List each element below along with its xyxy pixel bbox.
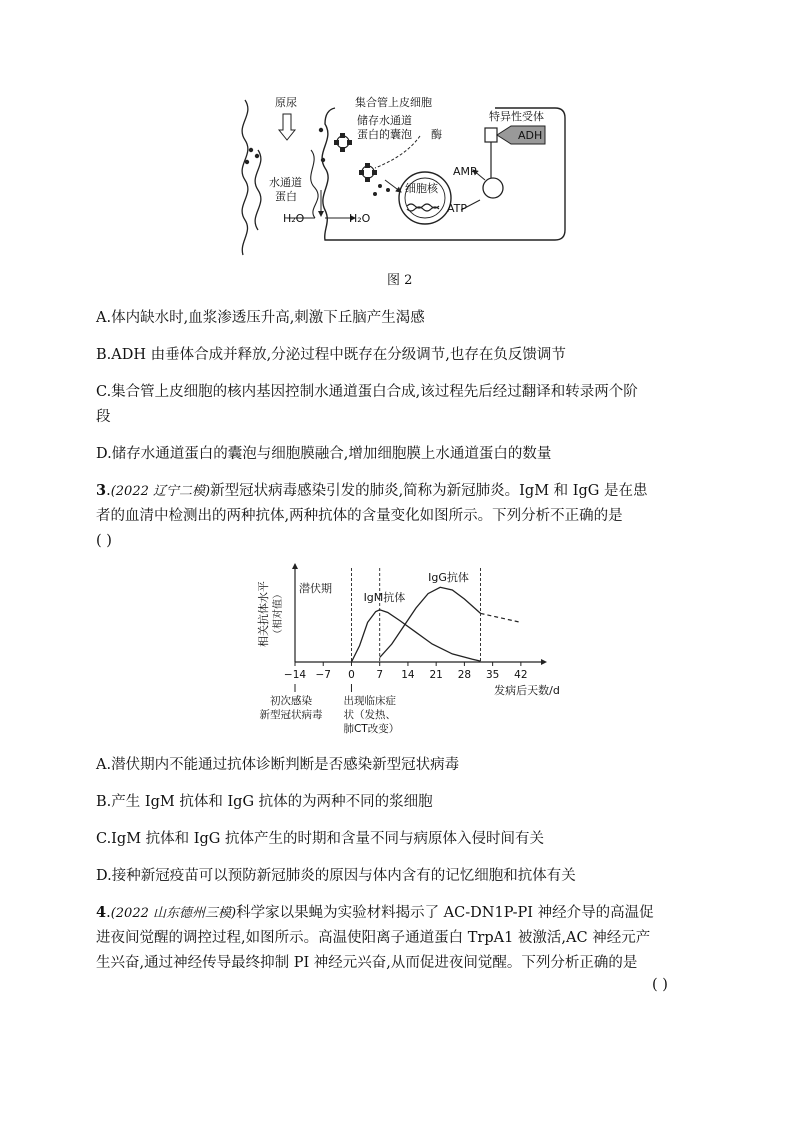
label-vesicle-2: 蛋白的囊泡 [357, 128, 412, 141]
series-label-igm: IgM抗体 [363, 590, 406, 604]
antibody-chart [245, 560, 560, 740]
q2-option-b: B.ADH 由垂体合成并释放,分泌过程中既存在分级调节,也存在负反馈调节 [96, 347, 566, 363]
x-tick-label-2: 0 [348, 669, 355, 681]
annotation-symptom-1: 出现临床症 [343, 695, 396, 707]
label-enzyme: 酶 [431, 128, 442, 141]
q3-stem-text-1: 新型冠状病毒感染引发的肺炎,简称为新冠肺炎。IgM 和 IgG 是在患 [210, 483, 648, 499]
x-tick-label-1: −7 [315, 669, 331, 681]
q2-option-c-line2: 段 [96, 409, 111, 425]
cell-inner-wave [311, 150, 318, 218]
q3-stem-line1: 3.(2022 辽宁二模)新型冠状病毒感染引发的肺炎,简称为新冠肺炎。IgM 和 IgG 是在患 [96, 482, 648, 499]
lumen-membrane-outer [242, 100, 248, 255]
nucleus-outer [399, 172, 451, 224]
q4-source: (2022 山东德州三模) [110, 906, 237, 921]
label-vesicle-1: 储存水通道 [357, 114, 412, 127]
figure2-diagram [225, 90, 565, 260]
q4-stem-line2: 进夜间觉醒的调控过程,如图所示。高温使阳离子通道蛋白 TrpA1 被激活,AC 神经元产 [96, 930, 651, 946]
x-tick-label-6: 28 [457, 669, 472, 681]
annotation-symptom-3: 肺CT改变） [343, 723, 400, 735]
q2-option-c-line1: C.集合管上皮细胞的核内基因控制水通道蛋白合成,该过程先后经过翻译和转录两个阶 [96, 384, 638, 400]
x-tick-label-4: 14 [401, 669, 415, 681]
label-water-right: H₂O [349, 212, 371, 225]
q3-option-b: B.产生 IgM 抗体和 IgG 抗体的为两种不同的浆细胞 [96, 794, 433, 810]
q4-number: 4 [96, 904, 107, 921]
series-label-igg: IgG抗体 [428, 571, 469, 584]
x-tick-label-3: 7 [376, 669, 384, 681]
label-adh: ADH [518, 129, 543, 142]
annotation-first-infection-2: 新型冠状病毒 [259, 709, 323, 721]
label-water-left: H₂O [283, 212, 305, 225]
x-axis-label: 发病后天数/d [494, 684, 560, 697]
q3-option-d: D.接种新冠疫苗可以预防新冠肺炎的原因与体内含有的记忆细胞和抗体有关 [96, 868, 576, 884]
q2-option-d: D.储存水通道蛋白的囊泡与细胞膜融合,增加细胞膜上水通道蛋白的数量 [96, 446, 552, 462]
label-nucleus: 细胞核 [405, 182, 438, 195]
receptor-icon [485, 128, 497, 142]
series-line-0 [351, 610, 480, 662]
q4-answer-blank: ( ) [652, 977, 668, 993]
label-collecting-duct: 集合管上皮细胞 [355, 96, 432, 109]
q3-source: (2022 辽宁二模) [110, 484, 211, 499]
q2-option-a: A.体内缺水时,血浆渗透压升高,刺激下丘脑产生渴感 [96, 310, 425, 326]
q4-stem-line1: 4.(2022 山东德州三模)科学家以果蝇为实验材料揭示了 AC-DN1P-PI 神经介导的高温促 [96, 904, 654, 921]
q4-stem-text-1: 科学家以果蝇为实验材料揭示了 AC-DN1P-PI 神经介导的高温促 [236, 905, 654, 921]
figure2-caption: 图 2 [387, 273, 413, 288]
q3-option-c: C.IgM 抗体和 IgG 抗体产生的时期和含量不同与病原体入侵时间有关 [96, 831, 544, 847]
x-axis-arrow-icon [541, 659, 547, 665]
q4-stem-line3: 生兴奋,通过神经传导最终抑制 PI 神经元兴奋,从而促进夜间觉醒。下列分析正确的是 [96, 955, 638, 971]
y-axis-arrow-icon [292, 563, 298, 569]
annotation-symptom-2: 状（发热、 [343, 709, 396, 721]
y-axis-label-unit: （相对值） [273, 589, 284, 639]
x-tick-label-5: 21 [429, 669, 443, 681]
x-tick-label-0: −14 [283, 669, 307, 681]
q3-number: 3 [96, 482, 107, 499]
label-aquaporin-2: 蛋白 [275, 190, 297, 203]
q3-option-a: A.潜伏期内不能通过抗体诊断判断是否感染新型冠状病毒 [96, 757, 460, 773]
label-urine: 原尿 [275, 96, 297, 109]
annotation-first-infection-1: 初次感染 [270, 695, 312, 707]
q3-stem-line2: 者的血清中检测出的两种抗体,两种抗体的含量变化如图所示。下列分析不正确的是 [96, 508, 623, 524]
label-receptor: 特异性受体 [489, 110, 544, 123]
q3-answer-blank: ( ) [96, 533, 112, 549]
label-atp: ATP [447, 202, 468, 215]
urine-arrow-icon [279, 114, 295, 140]
label-aquaporin-1: 水通道 [269, 176, 302, 189]
series-line-dashed-1 [481, 613, 521, 622]
x-tick-label-8: 42 [514, 669, 528, 681]
lumen-membrane-inner [255, 150, 261, 230]
y-axis-label: 相关抗体水平 [257, 581, 270, 647]
x-tick-label-7: 35 [485, 669, 500, 681]
g-protein-icon [483, 178, 503, 198]
label-amp: AMP [453, 165, 477, 178]
annotation-incubation: 潜伏期 [299, 581, 333, 595]
